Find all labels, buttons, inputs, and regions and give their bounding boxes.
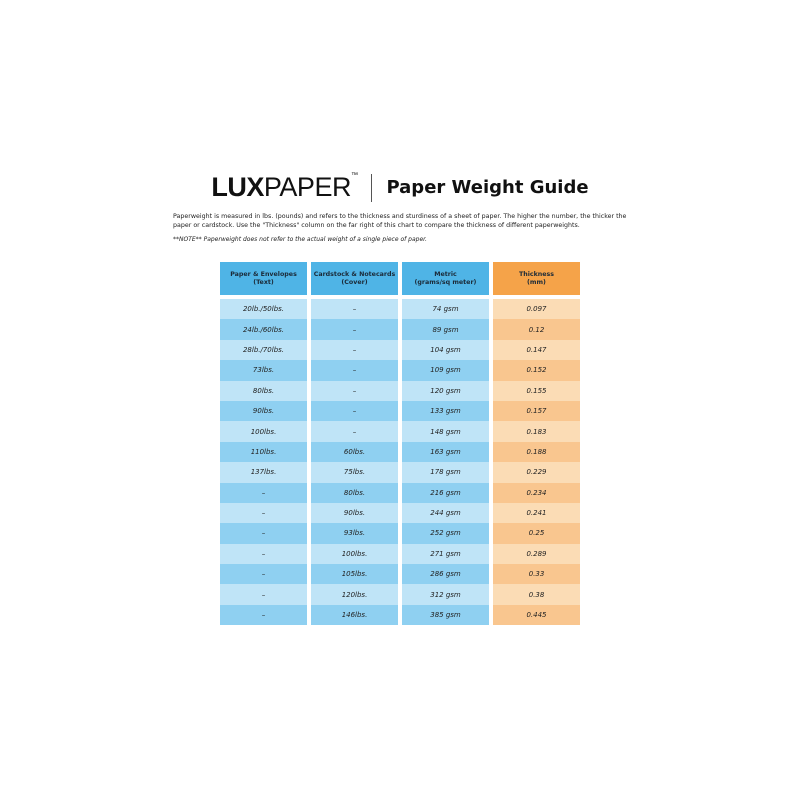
metric-cell: 178 gsm xyxy=(402,462,489,482)
thickness-cell: 0.152 xyxy=(493,360,580,380)
cardstock-cell: – xyxy=(311,299,398,319)
thickness-cell: 0.229 xyxy=(493,462,580,482)
cardstock-cell: – xyxy=(311,401,398,421)
cardstock-cell: 100lbs. xyxy=(311,544,398,564)
metric-cell: 252 gsm xyxy=(402,523,489,543)
table-row xyxy=(220,381,580,401)
metric-cell: 148 gsm xyxy=(402,421,489,441)
table-row xyxy=(220,605,580,625)
table-row xyxy=(220,421,580,441)
thickness-cell: 0.147 xyxy=(493,340,580,360)
table-body xyxy=(220,299,580,625)
metric-cell: 216 gsm xyxy=(402,483,489,503)
paper-cell: 100lbs. xyxy=(220,421,307,441)
paper-cell: 73lbs. xyxy=(220,360,307,380)
page-title: Paper Weight Guide xyxy=(386,177,589,198)
title-row xyxy=(0,172,800,203)
metric-cell: 109 gsm xyxy=(402,360,489,380)
cardstock-cell: – xyxy=(311,340,398,360)
thickness-cell: 0.155 xyxy=(493,381,580,401)
cardstock-cell: 90lbs. xyxy=(311,503,398,523)
metric-cell: 271 gsm xyxy=(402,544,489,564)
thickness-cell: 0.38 xyxy=(493,584,580,604)
thickness-cell: 0.289 xyxy=(493,544,580,564)
table-row xyxy=(220,319,580,339)
metric-cell: 385 gsm xyxy=(402,605,489,625)
cardstock-cell: 120lbs. xyxy=(311,584,398,604)
table-row xyxy=(220,340,580,360)
cardstock-cell: – xyxy=(311,421,398,441)
paper-cell: – xyxy=(220,605,307,625)
paper-cell: 24lb./60lbs. xyxy=(220,319,307,339)
logo-bold: LUX xyxy=(211,172,264,202)
thickness-cell: 0.445 xyxy=(493,605,580,625)
cardstock-cell: 105lbs. xyxy=(311,564,398,584)
cardstock-cell: 146lbs. xyxy=(311,605,398,625)
table-row xyxy=(220,442,580,462)
thickness-cell: 0.157 xyxy=(493,401,580,421)
paper-cell: – xyxy=(220,564,307,584)
paper-cell: 28lb./70lbs. xyxy=(220,340,307,360)
metric-cell: 120 gsm xyxy=(402,381,489,401)
thickness-cell: 0.188 xyxy=(493,442,580,462)
thickness-cell: 0.097 xyxy=(493,299,580,319)
table-row xyxy=(220,299,580,319)
logo-light: PAPER xyxy=(263,172,351,202)
metric-cell: 244 gsm xyxy=(402,503,489,523)
table-row xyxy=(220,584,580,604)
paper-cell: 137lbs. xyxy=(220,462,307,482)
header-metric: Metric (grams/sq meter) xyxy=(402,262,489,295)
header-cardstock: Cardstock & Notecards (Cover) xyxy=(311,262,398,295)
intro-text: Paperweight is measured in lbs. (pounds) and refers to the thickness and sturdiness of a sheet of paper. The higher the number, the thicker the paper or cardstock. Use the "Thickness" column on the far right of this chart to compare the thickness of different paperweights. xyxy=(173,213,627,229)
thickness-cell: 0.25 xyxy=(493,523,580,543)
metric-cell: 89 gsm xyxy=(402,319,489,339)
header-thickness: Thickness (mm) xyxy=(493,262,580,295)
metric-cell: 163 gsm xyxy=(402,442,489,462)
thickness-cell: 0.33 xyxy=(493,564,580,584)
paper-cell: – xyxy=(220,503,307,523)
paper-cell: – xyxy=(220,544,307,564)
metric-cell: 286 gsm xyxy=(402,564,489,584)
paper-cell: 110lbs. xyxy=(220,442,307,462)
metric-cell: 74 gsm xyxy=(402,299,489,319)
thickness-cell: 0.183 xyxy=(493,421,580,441)
cardstock-cell: 60lbs. xyxy=(311,442,398,462)
table-header xyxy=(220,262,580,295)
table-row xyxy=(220,483,580,503)
table-row xyxy=(220,523,580,543)
cardstock-cell: – xyxy=(311,319,398,339)
paper-cell: 90lbs. xyxy=(220,401,307,421)
table-row xyxy=(220,462,580,482)
cardstock-cell: – xyxy=(311,360,398,380)
luxpaper-logo xyxy=(211,172,357,203)
metric-cell: 133 gsm xyxy=(402,401,489,421)
header-paper-envelopes: Paper & Envelopes (Text) xyxy=(220,262,307,295)
cardstock-cell: – xyxy=(311,381,398,401)
thickness-cell: 0.241 xyxy=(493,503,580,523)
paper-cell: – xyxy=(220,483,307,503)
metric-cell: 312 gsm xyxy=(402,584,489,604)
thickness-cell: 0.12 xyxy=(493,319,580,339)
cardstock-cell: 75lbs. xyxy=(311,462,398,482)
paper-cell: 80lbs. xyxy=(220,381,307,401)
paper-cell: – xyxy=(220,523,307,543)
note-text: **NOTE** Paperweight does not refer to the actual weight of a single piece of paper. xyxy=(173,236,427,243)
logo-tm: ™ xyxy=(350,172,358,179)
title-divider xyxy=(371,174,372,202)
table-row xyxy=(220,401,580,421)
paper-cell: 20lb./50lbs. xyxy=(220,299,307,319)
table-row xyxy=(220,544,580,564)
table-row xyxy=(220,564,580,584)
paper-cell: – xyxy=(220,584,307,604)
thickness-cell: 0.234 xyxy=(493,483,580,503)
cardstock-cell: 93lbs. xyxy=(311,523,398,543)
weight-table xyxy=(220,262,580,625)
metric-cell: 104 gsm xyxy=(402,340,489,360)
table-row xyxy=(220,360,580,380)
table-row xyxy=(220,503,580,523)
cardstock-cell: 80lbs. xyxy=(311,483,398,503)
